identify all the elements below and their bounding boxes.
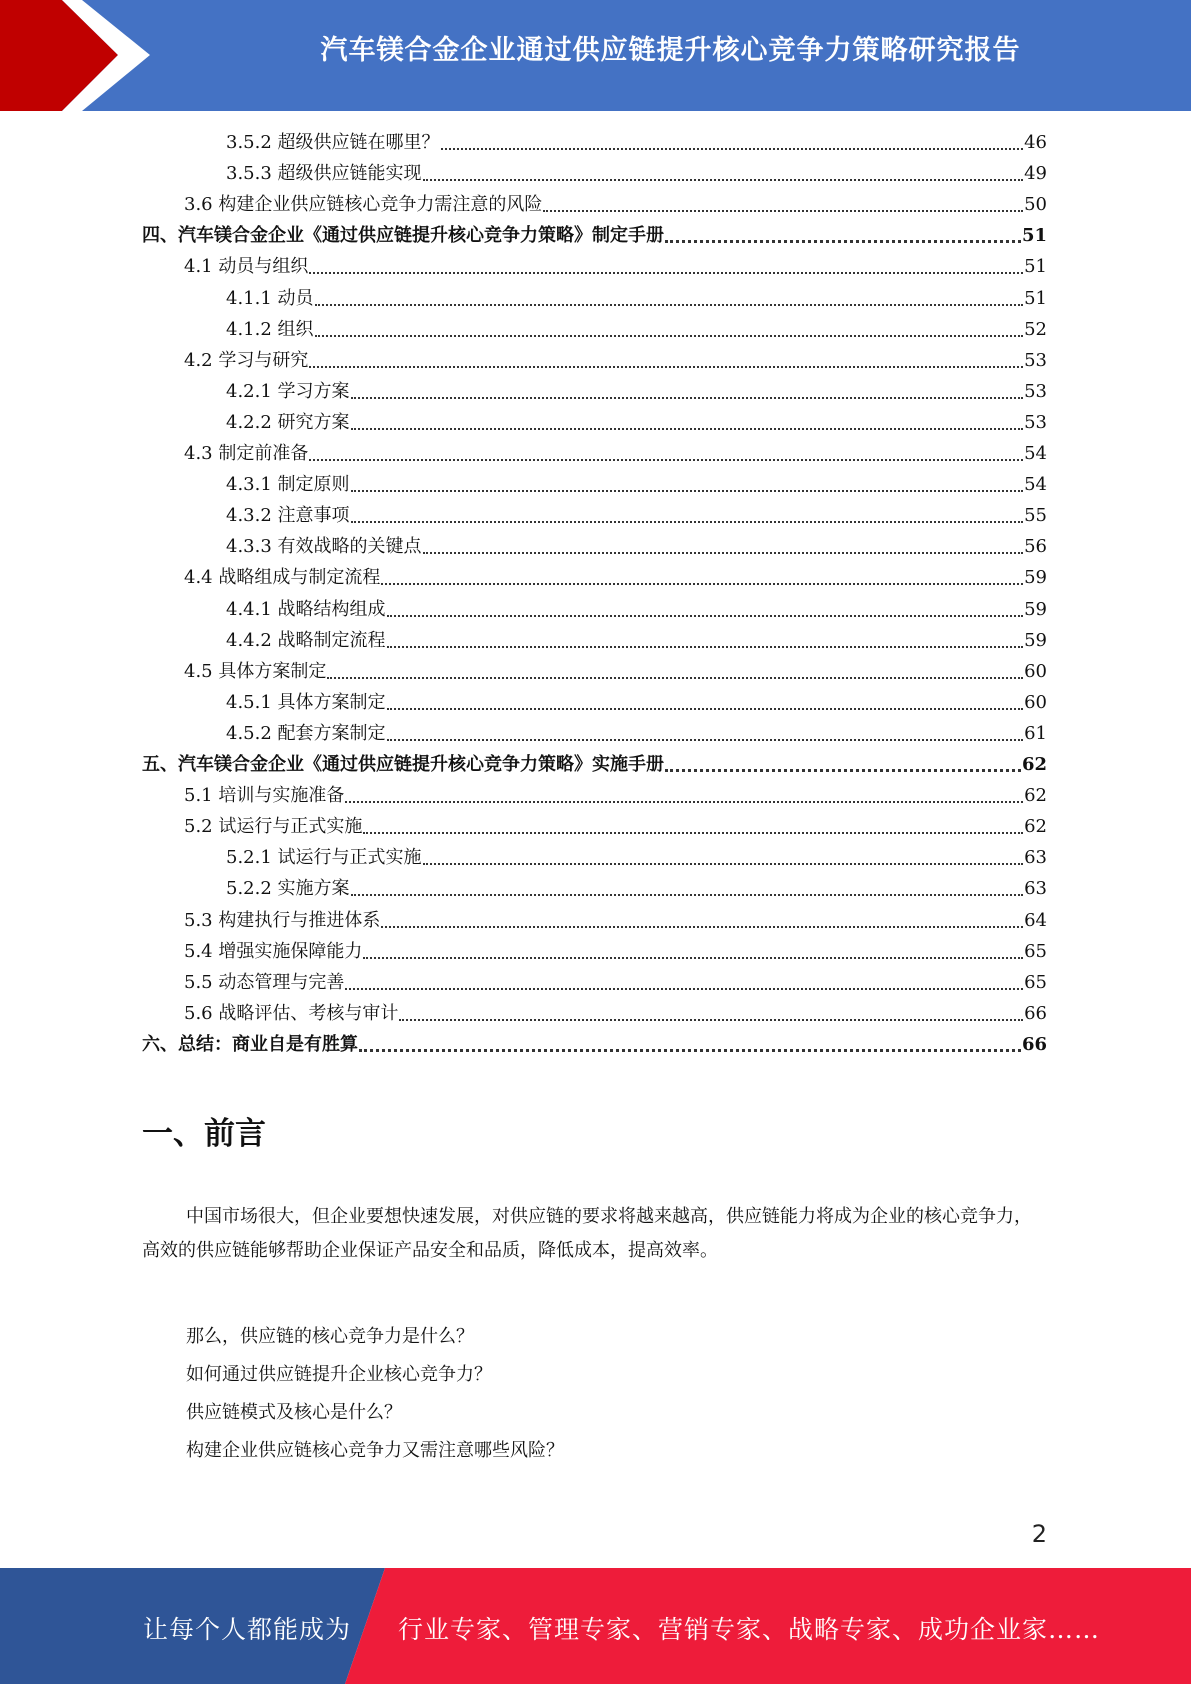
toc-entry[interactable] [226,874,1047,905]
toc-leader-dots [309,272,1023,274]
toc-leader-dots [543,210,1023,212]
question-3: 供应链模式及核心是什么？ [186,1402,402,1423]
toc-entry-label: 4.4 战略组成与制定流程 [184,567,381,589]
toc-entry[interactable] [184,657,1047,688]
toc-leader-dots [423,552,1024,554]
toc-entry-page: 53 [1024,349,1047,371]
toc-entry[interactable] [184,190,1047,221]
preface-paragraph: 中国市场很大，但企业要想快速发展，对供应链的要求将越来越高，供应链能力将成为企业的核心竞争力，高效的供应链能够帮助企业保证产品安全和品质，降低成本，提高效率。 [142,1206,1032,1261]
toc-entry-label: 5.4 增强实施保障能力 [184,940,363,962]
question-4: 构建企业供应链核心竞争力又需注意哪些风险？ [186,1440,564,1461]
toc-leader-dots [381,583,1023,585]
toc-entry-page: 66 [1024,1002,1047,1024]
toc-entry[interactable] [184,781,1047,812]
toc-entry[interactable] [226,128,1047,159]
toc-entry-label: 5.1 培训与实施准备 [184,785,345,807]
toc-entry-label: 五、汽车镁合金企业《通过供应链提升核心竞争力策略》实施手册 [142,754,664,775]
toc-leader-dots [387,646,1024,648]
toc-entry-label: 5.5 动态管理与完善 [184,971,345,993]
question-2: 如何通过供应链提升企业核心竞争力？ [186,1364,492,1385]
toc-entry[interactable] [184,439,1047,470]
toc-leader-dots [423,863,1024,865]
toc-leader-dots [309,459,1023,461]
toc-leader-dots [351,428,1024,430]
toc-entry[interactable] [226,377,1047,408]
toc-entry[interactable] [226,501,1047,532]
toc-leader-dots [423,179,1024,181]
toc-leader-dots [345,801,1023,803]
toc-entry-label: 4.5 具体方案制定 [184,660,327,682]
toc-entry-page: 55 [1024,505,1047,527]
toc-entry-label: 5.2.1 试运行与正式实施 [226,847,422,869]
toc-entry[interactable] [142,221,1047,252]
toc-entry[interactable] [184,999,1047,1030]
toc-leader-dots [441,148,1024,150]
toc-leader-dots [359,1049,1021,1052]
toc-leader-dots [363,957,1023,959]
toc-entry[interactable] [184,563,1047,594]
toc-leader-dots [665,769,1021,772]
toc-entry-page: 53 [1024,380,1047,402]
toc-leader-dots [315,304,1024,306]
toc-entry-page: 46 [1024,132,1047,153]
toc-entry-label: 5.6 战略评估、考核与审计 [184,1002,399,1024]
toc-entry[interactable] [226,843,1047,874]
toc-entry-label: 4.1.1 动员 [226,287,314,309]
question-1: 那么，供应链的核心竞争力是什么？ [186,1326,474,1347]
toc-entry-page: 51 [1021,225,1047,247]
toc-entry-page: 59 [1024,629,1047,651]
toc-entry-page: 54 [1024,474,1047,496]
toc-entry-page: 62 [1024,785,1047,807]
toc-leader-dots [399,1019,1023,1021]
toc-entry[interactable] [142,1030,1047,1061]
toc-leader-dots [309,366,1023,368]
toc-entry-page: 50 [1024,194,1047,216]
toc-entry[interactable] [184,968,1047,999]
toc-entry-label: 4.2.2 研究方案 [226,411,350,433]
toc-entry[interactable] [226,626,1047,657]
toc-entry-label: 4.2 学习与研究 [184,349,309,371]
toc-entry-page: 53 [1024,411,1047,433]
toc-entry[interactable] [226,688,1047,719]
toc-leader-dots [387,615,1024,617]
toc-entry-page: 60 [1024,660,1047,682]
toc-entry-label: 四、汽车镁合金企业《通过供应链提升核心竞争力策略》制定手册 [142,225,664,247]
toc-leader-dots [387,708,1024,710]
toc-entry-label: 六、总结：商业自是有胜算 [142,1033,358,1055]
toc-leader-dots [381,926,1023,928]
toc-entry-label: 4.1 动员与组织 [184,256,309,278]
toc-entry[interactable] [142,750,1047,781]
toc-entry-label: 4.4.1 战略结构组成 [226,598,386,620]
toc-entry-page: 54 [1024,443,1047,464]
toc-entry-page: 52 [1024,318,1047,340]
toc-entry-label: 4.3.2 注意事项 [226,505,350,527]
toc-entry-label: 3.5.3 超级供应链能实现 [226,163,422,185]
toc-entry-page: 49 [1024,163,1047,185]
toc-entry-page: 66 [1021,1033,1047,1055]
toc-entry-label: 4.3.1 制定原则 [226,474,350,496]
toc-entry-page: 51 [1024,287,1047,309]
toc-entry[interactable] [184,252,1047,283]
toc-entry[interactable] [226,315,1047,346]
toc-entry-label: 4.1.2 组织 [226,318,314,340]
toc-entry-label: 5.3 构建执行与推进体系 [184,909,381,931]
toc-leader-dots [351,894,1024,896]
toc-entry-page: 64 [1024,909,1047,931]
toc-entry[interactable] [226,408,1047,439]
toc-entry[interactable] [226,470,1047,501]
footer-slogan-right: 行业专家、管理专家、营销专家、战略专家、成功企业家…… [398,1615,1101,1644]
toc-entry-label: 5.2.2 实施方案 [226,878,350,900]
toc-entry[interactable] [226,595,1047,626]
toc-entry-label: 4.5.2 配套方案制定 [226,722,386,744]
report-title: 汽车镁合金企业通过供应链提升核心竞争力策略研究报告 [320,35,1021,66]
toc-entry-label: 4.5.1 具体方案制定 [226,691,386,713]
page-header [0,0,1191,111]
toc-entry-label: 4.3.3 有效战略的关键点 [226,536,422,558]
toc-entry[interactable] [184,937,1047,968]
toc-entry-page: 59 [1024,567,1047,589]
toc-entry[interactable] [226,159,1047,190]
toc-entry-label: 4.4.2 战略制定流程 [226,629,386,651]
toc-leader-dots [387,739,1024,741]
toc-entry[interactable] [184,906,1047,937]
page-number: 2 [1031,1520,1047,1548]
toc-leader-dots [351,397,1024,399]
toc-leader-dots [327,677,1023,679]
toc-leader-dots [315,335,1024,337]
toc-entry-label: 4.2.1 学习方案 [226,380,350,402]
toc-entry[interactable] [226,719,1047,750]
toc-entry-page: 62 [1024,816,1047,838]
toc-entry-page: 63 [1024,847,1047,869]
toc-entry[interactable] [226,532,1047,563]
toc-leader-dots [363,832,1023,834]
toc-entry-label: 5.2 试运行与正式实施 [184,816,363,838]
page-footer [0,1568,1191,1684]
toc-entry[interactable] [226,284,1047,315]
toc-leader-dots [351,490,1024,492]
toc-entry[interactable] [184,346,1047,377]
toc-entry-page: 51 [1024,256,1047,278]
toc-entry-label: 3.6 构建企业供应链核心竞争力需注意的风险 [184,194,543,216]
toc-leader-dots [345,988,1023,990]
section-heading: 一、前言 [142,1116,266,1152]
toc-entry-page: 60 [1024,691,1047,713]
toc-leader-dots [665,240,1021,243]
toc-entry[interactable] [184,812,1047,843]
toc-entry-page: 61 [1024,722,1047,744]
toc-entry-page: 62 [1021,754,1047,775]
toc-entry-page: 56 [1024,536,1047,558]
footer-slogan-left: 让每个人都能成为 [143,1615,352,1644]
toc-entry-label: 3.5.2 超级供应链在哪里？ [226,132,440,153]
toc-leader-dots [351,521,1024,523]
toc-entry-page: 65 [1024,971,1047,993]
toc-entry-page: 63 [1024,878,1047,900]
toc-entry-page: 59 [1024,598,1047,620]
toc-entry-label: 4.3 制定前准备 [184,443,309,464]
toc-entry-page: 65 [1024,940,1047,962]
